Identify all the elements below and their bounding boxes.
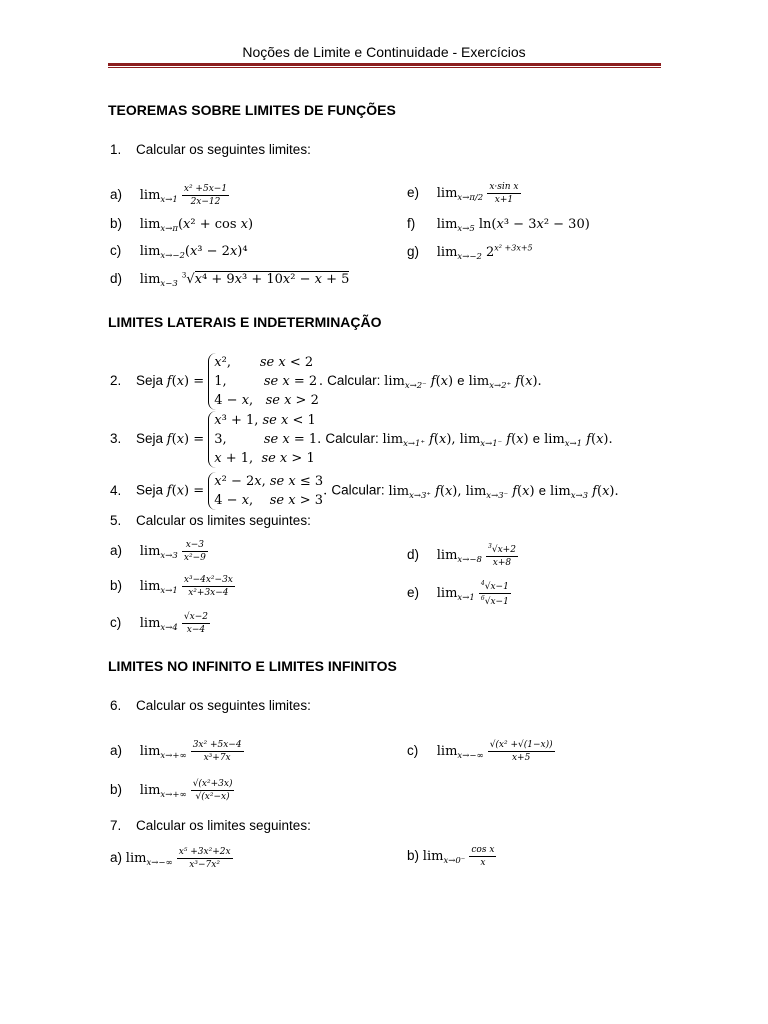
exercise-prompt: Calcular os seguintes limites: — [136, 142, 311, 157]
item-label: a) — [110, 850, 123, 865]
ex1-item-f — [407, 216, 590, 234]
item-label: b) — [110, 578, 123, 593]
ex5-item-d — [407, 543, 518, 568]
section-title-lateral: LIMITES LATERAIS E INDETERMINAÇÃO — [108, 314, 382, 330]
item-label: b) — [110, 216, 123, 231]
function-def: f(x) = — [166, 483, 209, 499]
calc-text: Calcular: — [327, 373, 381, 389]
limit-expression: $\lim_{x\to 0^-}$ $\frac{\text{cos x}}{x}$ — [422, 845, 495, 868]
exercise-number: 7. — [110, 818, 122, 833]
exercise-number: 6. — [110, 698, 122, 713]
item-label: a) — [110, 743, 123, 758]
item-label: c) — [407, 743, 419, 758]
limit-expression: $\lim_{x\to-8}$ $\frac{^3√x+2}{x+8}$ — [436, 543, 516, 568]
item-label: f) — [407, 216, 416, 231]
item-label: e) — [407, 585, 420, 600]
limit-expression: $\lim_{x\to+\infty}$ $\frac{\text{3x² +5x−4}}{\text{x³+7x}}$ — [139, 740, 242, 763]
exercise-prompt: Calcular os seguintes limites: — [136, 698, 311, 713]
limit-expression: $\lim_{x\to 3}$ $\frac{x-3}{\text{x²−9}}$ — [139, 540, 206, 563]
exercise-7-heading — [110, 818, 311, 833]
limit-expressions: $\lim_{x\to 2^-} f(x)$ e $\lim_{x\to 2^+} f(x)$. — [384, 373, 542, 392]
ex1-item-c — [110, 243, 248, 261]
header-rule — [108, 63, 661, 66]
header-rule-thin — [108, 67, 661, 68]
exercise-1-heading — [110, 142, 311, 157]
limit-expression: $\lim_{x-3} ^3√x^4 + 9x^3 + 10x^2 - x + 5$ — [139, 271, 350, 289]
exercise-6-heading — [110, 698, 311, 713]
ex7-item-b — [407, 845, 496, 868]
seja-text: Seja — [136, 431, 164, 447]
exercise-5-heading — [110, 513, 311, 528]
exercise-number: 4. — [110, 482, 122, 498]
ex5-item-b — [110, 575, 235, 598]
limit-expression: $\lim_{x\to 5} \ln(x^3 - 3x^2 - 30)$ — [436, 217, 590, 234]
ex5-item-a — [110, 540, 208, 563]
limit-expression: $\lim_{x\to-\infty}$ $\frac{\text{√(x² +√(1−x))}}{x+5}$ — [436, 740, 553, 763]
limit-expression: $\lim_{x\to 1}$ $\frac{\text{x² +5x−1}}{2x-12}$ — [139, 184, 228, 207]
item-label: g) — [407, 244, 420, 260]
ex5-item-e — [407, 580, 511, 607]
ex1-item-b — [110, 216, 253, 234]
seja-text: Seja — [136, 482, 164, 498]
calc-text: Calcular: — [325, 431, 379, 447]
ex6-item-a — [110, 740, 244, 763]
ex7-item-a — [110, 847, 233, 870]
exercise-4: 4. Seja f(x) = x² − 2x, se x ≤ 3 4 − x, se x > 3 . Calcular: $\lim_{x\to 3^+} f(x)$, $\lim_{x\to 3^-} f(x)$ e $\lim_{x\to 3} f(x)$. — [110, 474, 619, 508]
ex1-item-e — [407, 182, 521, 205]
limit-expression: $\lim_{x\to-\infty}$ $\frac{\text{x⁵ +3x²+2x}}{\text{x³−7x²}}$ — [125, 847, 231, 870]
function-def: f(x) = — [166, 374, 209, 390]
exercise-2: 2. Seja f(x) = x², se x < 2 1, se x = 2 4 − x, se x > 2 . Calcular: $\lim_{x\to 2^-} f(x)$ e $\lim_{x\to 2^+} f(x)$. — [110, 355, 542, 408]
limit-expression: $\lim_{x\to 1}$ $\frac{\text{x³−4x²−3x}}{\text{x²+3x−4}}$ — [139, 575, 233, 598]
item-label: c) — [110, 615, 122, 630]
limit-expressions: $\lim_{x\to 3^+} f(x)$, $\lim_{x\to 3^-} f(x)$ e $\lim_{x\to 3} f(x)$. — [388, 482, 619, 501]
exercise-number: 2. — [110, 373, 122, 389]
section-title-theorems: TEOREMAS SOBRE LIMITES DE FUNÇÕES — [108, 102, 396, 118]
item-label: a) — [110, 187, 123, 202]
item-label: e) — [407, 185, 420, 200]
limit-expression: $\lim_{x\to 1}$ $\frac{^4√x-1}{^6√x-1}$ — [436, 580, 509, 607]
exercise-number: 5. — [110, 513, 122, 528]
ex6-item-b — [110, 779, 234, 802]
page-header-title: Noções de Limite e Continuidade - Exercícios — [242, 44, 526, 60]
limit-expression: $\lim_{x\to+\infty}$ $\frac{\text{√(x²+3x)}}{\text{√(x²−x)}}$ — [139, 779, 233, 802]
limit-expression: $\lim_{x\to 4}$ $\frac{√x-2}{x-4}$ — [139, 612, 208, 635]
item-label: c) — [110, 243, 122, 258]
exercise-number: 3. — [110, 431, 122, 447]
ex1-item-a — [110, 184, 229, 207]
exercise-number: 1. — [110, 142, 122, 157]
ex6-item-c — [407, 740, 555, 763]
item-label: b) — [407, 848, 420, 863]
exercise-prompt: Calcular os limites seguintes: — [136, 513, 311, 528]
item-label: d) — [407, 547, 420, 562]
piecewise-function: x², se x < 2 1, se x = 2 4 − x, se x > 2 — [208, 353, 319, 410]
exercise-prompt: Calcular os limites seguintes: — [136, 818, 311, 833]
item-label: d) — [110, 271, 123, 286]
function-def: f(x) = — [166, 432, 209, 448]
item-label: a) — [110, 543, 123, 558]
ex1-item-d — [110, 271, 349, 289]
exercise-3: 3. Seja f(x) = x³ + 1, se x < 1 3, se x = 1 x + 1, se x > 1 . Calcular: $\lim_{x\to 1^+} f(x)$, $\lim_{x\to 1^-} f(x)$ e $\lim_{x\to 1} f(x)$. — [110, 413, 613, 466]
piecewise-function: x³ + 1, se x < 1 3, se x = 1 x + 1, se x > 1 — [208, 411, 317, 468]
limit-expression: $\lim_{x\to-2} 2^{x^2 +3x+5}$ — [436, 244, 533, 263]
limit-expressions: $\lim_{x\to 1^+} f(x)$, $\lim_{x\to 1^-} f(x)$ e $\lim_{x\to 1} f(x)$. — [382, 431, 613, 450]
piecewise-function: x² − 2x, se x ≤ 3 4 − x, se x > 3 — [208, 472, 323, 510]
limit-expression: $\lim_{x\to\pi/2}$ $\frac{\text{x·sin x}}{x+1}$ — [436, 182, 519, 205]
item-label: b) — [110, 782, 123, 797]
calc-text: Calcular: — [331, 482, 385, 498]
ex5-item-c — [110, 612, 210, 635]
limit-expression: $\lim_{x\to-2}(x^3 - 2x)^4$ — [139, 244, 248, 261]
seja-text: Seja — [136, 373, 164, 389]
ex1-item-g — [407, 244, 533, 262]
limit-expression: $\lim_{x\to\pi}(x^2 + \cos x)$ — [139, 217, 254, 234]
section-title-infinity: LIMITES NO INFINITO E LIMITES INFINITOS — [108, 658, 397, 674]
